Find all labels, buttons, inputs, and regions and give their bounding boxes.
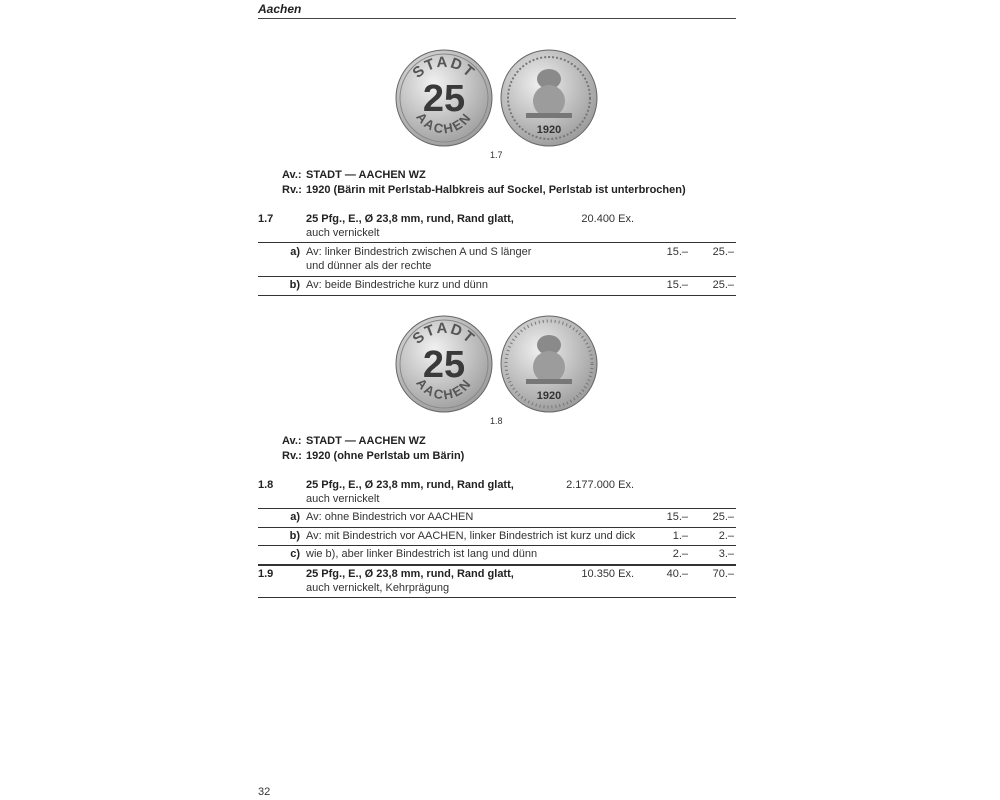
table-rule: [258, 545, 736, 546]
variety-price-1: 15.–: [666, 511, 688, 523]
entry-subtitle: auch vernickelt: [306, 227, 380, 239]
rv-text: 1920 (Bärin mit Perlstab-Halbkreis auf Sockel, Perlstab ist unterbrochen): [306, 184, 686, 196]
table-rule: [258, 597, 736, 598]
variety-text: Av: linker Bindestrich zwischen A und S länger: [306, 246, 532, 258]
page-header-title: Aachen: [258, 2, 302, 16]
variety-price-2: 25.–: [712, 246, 734, 258]
coin-reverse-year: 1920: [536, 390, 562, 402]
table-rule: [258, 508, 736, 509]
variety-label: a): [290, 246, 300, 258]
variety-price-2: 3.–: [718, 548, 734, 560]
entry-price-2: 70.–: [712, 568, 734, 580]
rv-label: Rv.:: [282, 184, 302, 196]
image-caption: 1.7: [490, 150, 503, 160]
coin-reverse-year: 1920: [536, 124, 562, 136]
entry-mintage: 10.350 Ex.: [581, 568, 634, 580]
entry-title: 25 Pfg., E., Ø 23,8 mm, rund, Rand glatt,: [306, 479, 514, 491]
image-caption: 1.8: [490, 416, 503, 426]
coin-obverse-1-8: [395, 315, 493, 413]
variety-text: Av: mit Bindestrich vor AACHEN, linker Bindestrich ist kurz und dick: [306, 530, 636, 542]
coin-reverse-1-8: [500, 315, 598, 413]
table-rule: [258, 276, 736, 277]
page-number: 32: [258, 786, 271, 798]
coin-obverse-bottom-text: AACHEN: [413, 375, 475, 403]
variety-label: b): [289, 279, 300, 291]
entry-number: 1.9: [258, 568, 274, 580]
variety-price-1: 1.–: [672, 530, 688, 542]
entry-mintage: 2.177.000 Ex.: [566, 479, 634, 491]
variety-text: Av: beide Bindestriche kurz und dünn: [306, 279, 489, 291]
variety-price-2: 2.–: [718, 530, 734, 542]
table-rule: [258, 242, 736, 243]
entry-price-1: 40.–: [666, 568, 688, 580]
variety-label: b): [289, 530, 300, 542]
coin-obverse-bottom-text: AACHEN: [413, 109, 475, 137]
coin-obverse-1-7: [395, 49, 493, 147]
entry-subtitle: auch vernickelt, Kehrprägung: [306, 582, 450, 594]
entry-title: 25 Pfg., E., Ø 23,8 mm, rund, Rand glatt,: [306, 568, 514, 580]
variety-price-1: 15.–: [666, 279, 688, 291]
variety-price-2: 25.–: [712, 511, 734, 523]
header-rule: [258, 18, 736, 19]
variety-text-continued: und dünner als der rechte: [306, 260, 432, 272]
entry-mintage: 20.400 Ex.: [581, 213, 634, 225]
variety-price-1: 15.–: [666, 246, 688, 258]
coin-obverse-top-text: STADT: [409, 319, 479, 348]
av-text: STADT — AACHEN WZ: [306, 435, 426, 447]
table-rule-heavy: [258, 564, 736, 566]
av-label: Av.:: [282, 169, 302, 181]
av-text: STADT — AACHEN WZ: [306, 169, 426, 181]
coin-obverse-top-text: STADT: [409, 53, 479, 82]
coin-obverse-value: 25: [422, 344, 466, 386]
rv-label: Rv.:: [282, 450, 302, 462]
variety-text: Av: ohne Bindestrich vor AACHEN: [306, 511, 474, 523]
entry-number: 1.8: [258, 479, 274, 491]
variety-price-1: 2.–: [672, 548, 688, 560]
variety-label: a): [290, 511, 300, 523]
rv-text: 1920 (ohne Perlstab um Bärin): [306, 450, 465, 462]
coin-reverse-1-7: [500, 49, 598, 147]
variety-price-2: 25.–: [712, 279, 734, 291]
variety-text: wie b), aber linker Bindestrich ist lang und dünn: [306, 548, 538, 560]
entry-subtitle: auch vernickelt: [306, 493, 380, 505]
coin-obverse-value: 25: [422, 78, 466, 120]
table-rule: [258, 295, 736, 296]
table-rule: [258, 527, 736, 528]
entry-title: 25 Pfg., E., Ø 23,8 mm, rund, Rand glatt,: [306, 213, 514, 225]
av-label: Av.:: [282, 435, 302, 447]
entry-number: 1.7: [258, 213, 274, 225]
variety-label: c): [290, 548, 300, 560]
